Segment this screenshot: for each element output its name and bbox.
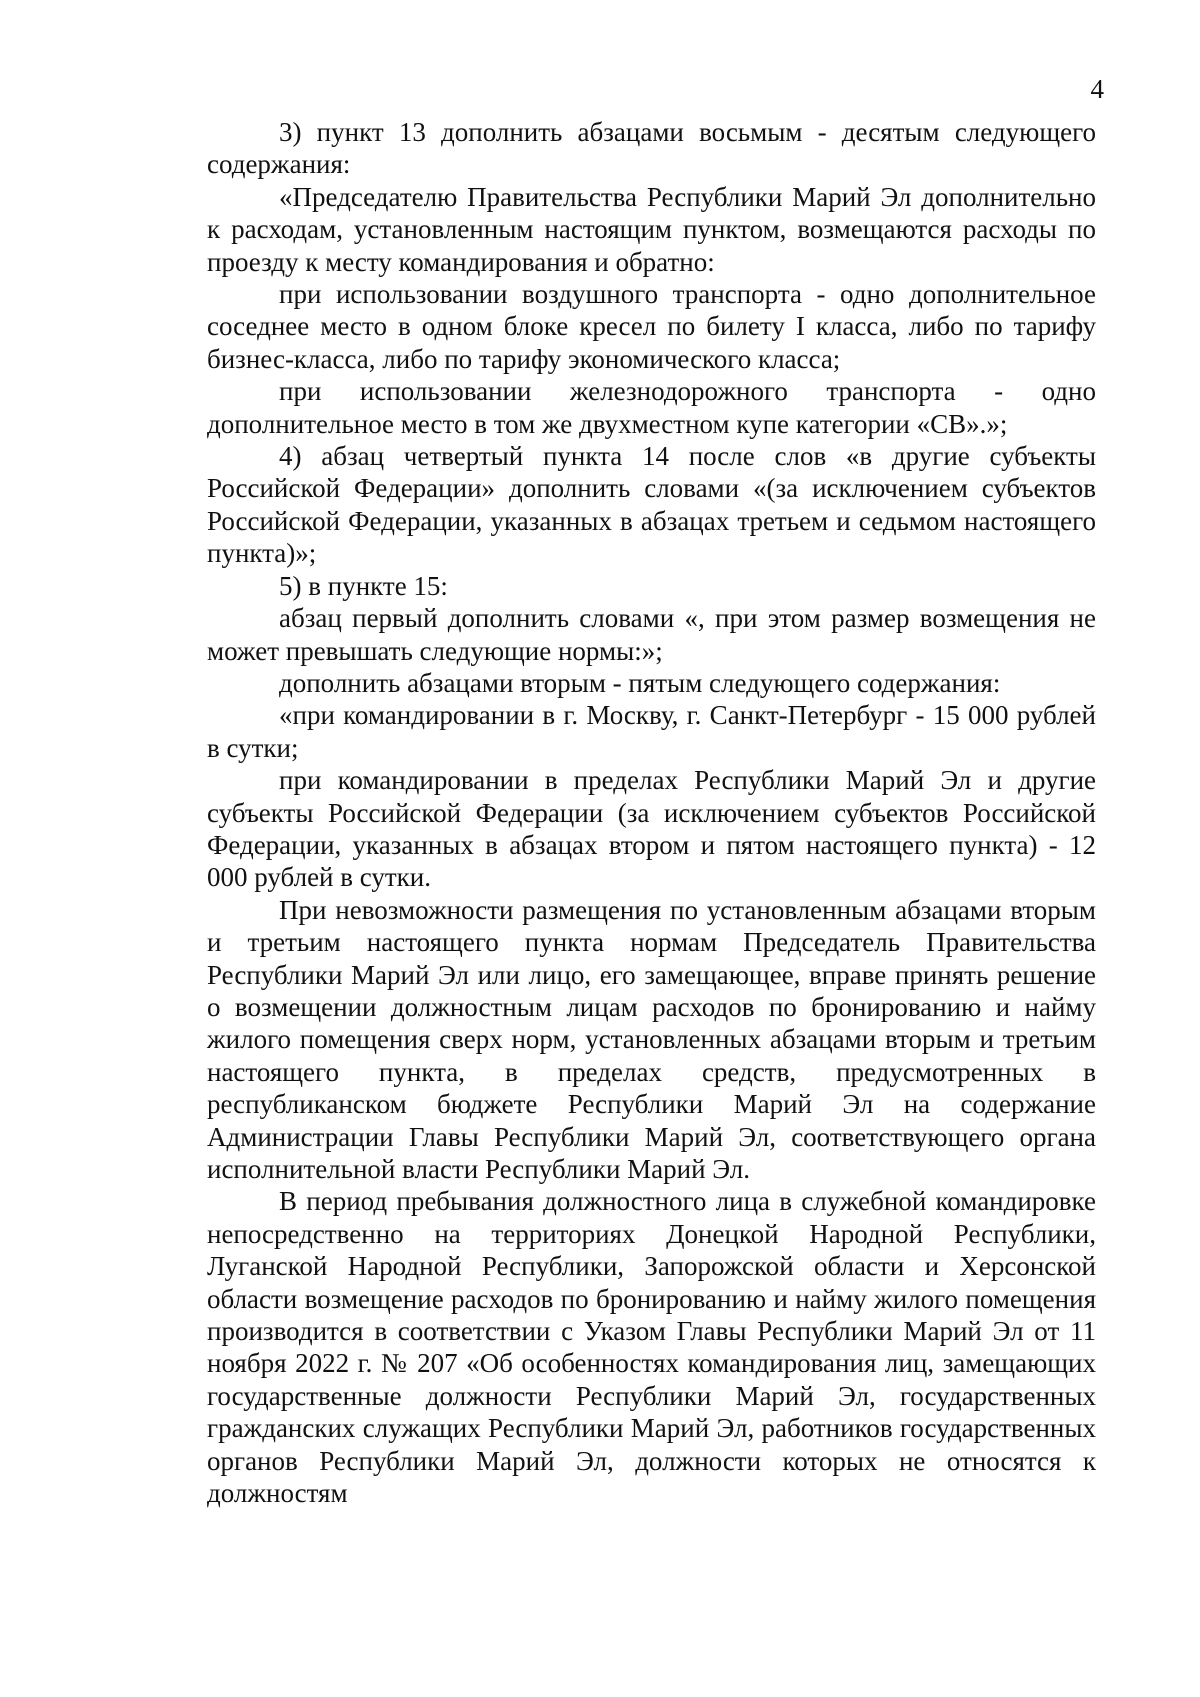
paragraph-moscow-norm: «при командировании в г. Москву, г. Санкт-Петербург - 15 000 рублей в сутки;	[207, 700, 1096, 763]
paragraph-item-4: 4) абзац четвертый пункта 14 после слов «в другие субъекты Российской Федерации» дополнить словами «(за исключением субъектов Российской Федерации, указанных в абзацах третьем и седьмом настоящего пункта)»;	[207, 441, 1096, 569]
paragraph-add-second-fifth: дополнить абзацами вторым - пятым следующего содержания:	[279, 667, 1001, 698]
paragraph-item-5: 5) в пункте 15:	[279, 570, 448, 601]
paragraph-exceed-norms: При невозможности размещения по установленным абзацами вторым и третьим настоящего пункта нормам Председатель Правительства Республики Марий Эл или лицо, его замещающее, вправе принять решение о возмещении должностным лицам расходов по бронированию и найму жилого помещения сверх норм, установленных абзацами вторым и третьим настоящего пункта, в пределах средств, предусмотренных в республиканском бюджете Республики Марий Эл на содержание Администрации Главы Республики Марий Эл, соответствующего органа исполнительной власти Республики Марий Эл.	[207, 894, 1096, 1184]
paragraph-quote-chairman: «Председателю Правительства Республики Марий Эл дополнительно к расходам, установленным настоящим пунктом, возмещаются расходы по проезду к месту командирования и обратно:	[207, 181, 1096, 277]
paragraph-first-addition: абзац первый дополнить словами «, при этом размер возмещения не может превышать следующие нормы:»;	[207, 603, 1096, 666]
document-body	[207, 116, 1096, 1509]
paragraph-regional-norm: при командировании в пределах Республики Марий Эл и другие субъекты Российской Федерации (за исключением субъектов Российской Федерации, указанных в абзацах втором и пятом настоящего пункта) - 12 000 рублей в сутки.	[207, 765, 1096, 893]
paragraph-item-3: 3) пункт 13 дополнить абзацами восьмым - десятым следующего содержания:	[207, 117, 1096, 180]
paragraph-new-territories: В период пребывания должностного лица в служебной командировке непосредственно на территориях Донецкой Народной Республики, Луганской Народной Республики, Запорожской области и Херсонской области возмещение расходов по бронированию и найму жилого помещения производится в соответствии с Указом Главы Республики Марий Эл от 11 ноября 2022 г. № 207 «Об особенностях командирования лиц, замещающих государственные должности Республики Марий Эл, государственных гражданских служащих Республики Марий Эл, работников государственных органов Республики Марий Эл, должности которых не относятся к должностям	[207, 1186, 1096, 1509]
paragraph-rail-transport: при использовании железнодорожного транспорта - одно дополнительное место в том же двухместном купе категории «СВ».»;	[207, 376, 1096, 439]
page-number: 4	[1090, 74, 1104, 104]
paragraph-air-transport: при использовании воздушного транспорта - одно дополнительное соседнее место в одном блоке кресел по билету I класса, либо по тарифу бизнес-класса, либо по тарифу экономического класса;	[207, 279, 1096, 374]
